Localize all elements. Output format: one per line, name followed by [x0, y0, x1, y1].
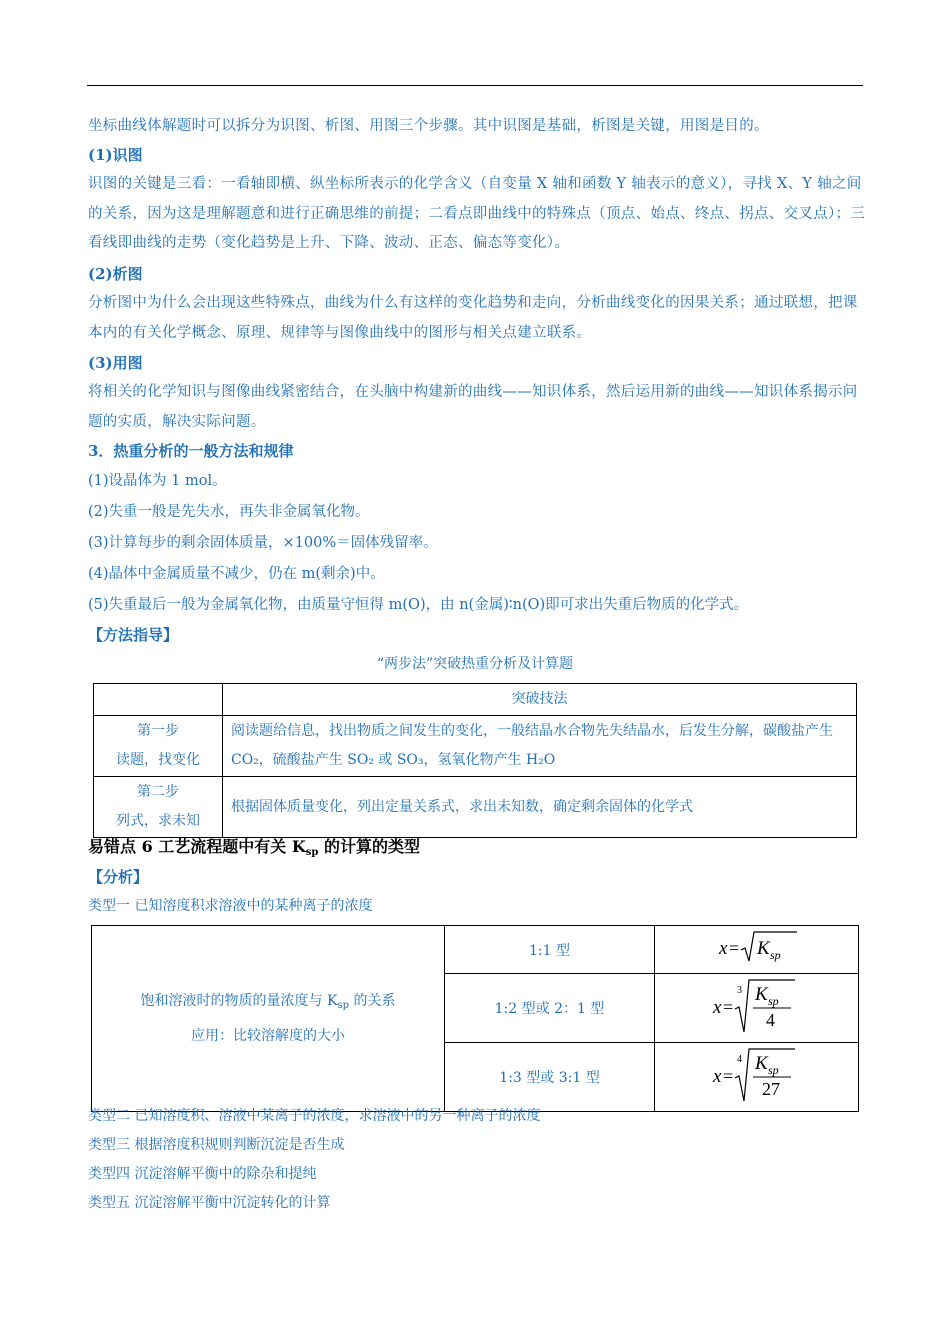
formula-cell [655, 974, 859, 1043]
ksp-relation-table [91, 925, 859, 1112]
formula-cell [655, 1043, 859, 1112]
type-one-line: 类型一 已知溶度积求溶液中的某种离子的浓度 [88, 898, 373, 914]
formula-sp: sp [767, 1062, 779, 1077]
ratio-type-cell: 1:1 型 [445, 926, 655, 974]
ratio-type-cell: 1:2 型或 2：1 型 [445, 974, 655, 1043]
section-title [88, 834, 420, 858]
two-step-table [93, 683, 857, 838]
section-title-subscript: sp [305, 847, 319, 858]
type-line: 类型二 已知溶度积、溶液中某离子的浓度，求溶液中的另一种离子的浓度 [88, 1108, 541, 1124]
step-cell [94, 716, 223, 777]
formula-sp: sp [769, 948, 781, 962]
step-description: 阅读题给信息，找出物质之间发生的变化，一般结晶水合物先失结晶水，后发生分解，碳酸盐产生 CO₂，硫酸盐产生 SO₂ 或 SO₃，氢氧化物产生 H₂O [223, 716, 857, 777]
type-line: 类型三 根据溶度积规则判断沉淀是否生成 [88, 1137, 345, 1153]
section-title-text: 易错点 6 工艺流程题中有关 K [88, 837, 306, 856]
list-item: (4)晶体中金属质量不减少，仍在 m(剩余)中。 [88, 566, 385, 582]
formula-x: x [718, 938, 727, 959]
type-line: 类型五 沉淀溶解平衡中沉淀转化的计算 [88, 1195, 331, 1211]
section-title-text-end: 的计算的类型 [318, 837, 420, 856]
formula-K: K [754, 1052, 768, 1074]
analysis-title: 【分析】 [88, 868, 149, 886]
step-sub-label: 列式，求未知 [116, 813, 200, 829]
relation-text-end: 的关系 [349, 993, 396, 1009]
root-index: 4 [736, 1053, 742, 1065]
relation-text: 饱和溶液时的物质的量浓度与 K [140, 993, 338, 1009]
list-item: (5)失重最后一般为金属氧化物，由质量守恒得 m(O)，由 n(金属)∶n(O)即可求出失重后物质的化学式。 [88, 597, 749, 613]
formula-square-root [707, 927, 807, 967]
formula-cell [655, 926, 859, 974]
list-item: (2)失重一般是先失水，再失非金属氧化物。 [88, 504, 370, 520]
formula-cube-root [707, 976, 807, 1036]
denominator: 4 [765, 1009, 775, 1030]
table-header: 突破技法 [223, 684, 857, 716]
type-line: 类型四 沉淀溶解平衡中的除杂和提纯 [88, 1166, 317, 1182]
step-description: 根据固体质量变化，列出定量关系式，求出未知数，确定剩余固体的化学式 [223, 777, 857, 838]
relation-subscript: sp [337, 1000, 349, 1011]
list-item: (1)设晶体为 1 mol。 [88, 473, 227, 489]
step-cell [94, 777, 223, 838]
intro-paragraph: 坐标曲线体解题时可以拆分为识图、析图、用图三个步骤。其中识图是基础，析图是关键，用图是目的。 [88, 118, 769, 134]
step-label: 第一步 [137, 723, 179, 739]
paragraph-analyze: 分析图中为什么会出现这些特殊点，曲线为什么有这样的变化趋势和走向，分析曲线变化的因果关系；通过联想，把课本内的有关化学概念、原理、规律等与图像曲线中的图形与相关点建立联系。 [88, 295, 858, 341]
formula-sp: sp [767, 993, 779, 1008]
formula-K: K [756, 938, 770, 959]
relation-line-2: 应用：比较溶解度的大小 [191, 1028, 345, 1044]
table-row [94, 777, 857, 838]
list-item: (3)计算每步的剩余固体质量，×100%＝固体残留率。 [88, 535, 438, 551]
paragraph-identify: 识图的关键是三看：一看轴即横、纵坐标所表示的化学含义（自变量 X 轴和函数 Y 轴表示的意义），寻找 X、Y 轴之间的关系，因为这是理解题意和进行正确思维的前提；二看点即曲线中的特殊点（顶点、始点、终点、拐点、交叉点）；三看线即曲线的走势（变化趋势是上升、下降、波动、正态、偏态等变化）。 [88, 176, 866, 251]
step-sub-label: 读题，找变化 [116, 752, 200, 768]
heading-use: (3)用图 [88, 354, 143, 372]
step-label: 第二步 [137, 784, 179, 800]
denominator: 27 [761, 1078, 780, 1099]
formula-fourth-root [707, 1045, 807, 1105]
formula-equals: = [728, 938, 739, 958]
header-rule [87, 85, 863, 86]
formula-equals: = [722, 996, 733, 1017]
method-guide-title: 【方法指导】 [88, 626, 179, 644]
heading-identify: (1)识图 [88, 146, 143, 164]
heading-analyze: (2)析图 [88, 265, 143, 283]
root-index: 3 [736, 984, 742, 996]
formula-x: x [712, 1065, 721, 1087]
relation-description-cell [92, 926, 445, 1112]
table-row [94, 716, 857, 777]
formula-K: K [754, 983, 768, 1005]
formula-x: x [712, 996, 721, 1018]
heading-thermogravimetric: 3．热重分析的一般方法和规律 [88, 442, 294, 460]
formula-equals: = [722, 1065, 733, 1086]
table-corner-cell [94, 684, 223, 716]
paragraph-use: 将相关的化学知识与图像曲线紧密结合，在头脑中构建新的曲线——知识体系，然后运用新的曲线——知识体系揭示问题的实质，解决实际问题。 [88, 384, 858, 430]
ratio-type-cell: 1:3 型或 3:1 型 [445, 1043, 655, 1112]
relation-line-1 [93, 986, 443, 1021]
table-caption: “两步法”突破热重分析及计算题 [376, 656, 574, 672]
